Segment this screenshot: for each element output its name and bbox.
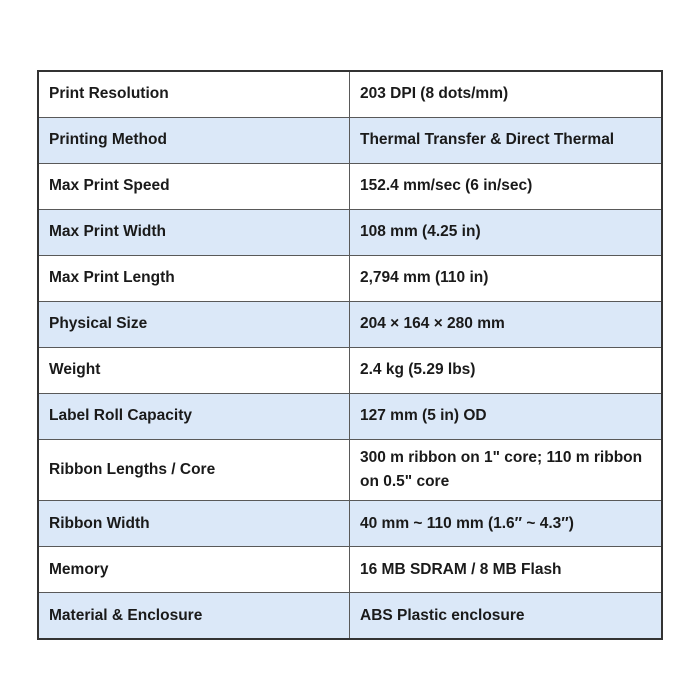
spec-label: Weight (39, 348, 350, 393)
spec-label: Max Print Width (39, 210, 350, 255)
spec-label: Ribbon Width (39, 501, 350, 546)
spec-label: Printing Method (39, 118, 350, 163)
spec-row-max-print-length (39, 255, 661, 301)
spec-row-material-enclosure (39, 592, 661, 638)
spec-label: Memory (39, 547, 350, 592)
spec-row-max-print-speed (39, 163, 661, 209)
spec-label: Material & Enclosure (39, 593, 350, 638)
spec-row-ribbon-lengths-core (39, 439, 661, 500)
spec-row-ribbon-width (39, 500, 661, 546)
spec-value: ABS Plastic enclosure (360, 606, 525, 624)
spec-label: Max Print Speed (39, 164, 350, 209)
spec-label: Physical Size (39, 302, 350, 347)
printer-spec-table (37, 70, 663, 640)
spec-value: 127 mm (5 in) OD (360, 407, 487, 425)
spec-value: 2,794 mm (110 in) (360, 269, 489, 287)
spec-value: 152.4 mm/sec (6 in/sec) (360, 177, 533, 195)
spec-label: Label Roll Capacity (39, 394, 350, 439)
spec-row-memory (39, 546, 661, 592)
spec-value: 300 m ribbon on 1" core; 110 m ribbon on 0.5" core (360, 449, 643, 491)
spec-value: 40 mm ~ 110 mm (1.6″ ~ 4.3″) (360, 514, 574, 532)
spec-row-label-roll-capacity (39, 393, 661, 439)
spec-value: Thermal Transfer & Direct Thermal (360, 131, 615, 149)
spec-row-weight (39, 347, 661, 393)
spec-value: 204 × 164 × 280 mm (360, 315, 505, 333)
spec-row-printing-method (39, 117, 661, 163)
spec-value: 2.4 kg (5.29 lbs) (360, 361, 476, 379)
spec-value: 16 MB SDRAM / 8 MB Flash (360, 560, 562, 578)
spec-label: Max Print Length (39, 256, 350, 301)
spec-row-max-print-width (39, 209, 661, 255)
spec-label: Print Resolution (39, 72, 350, 117)
spec-row-physical-size (39, 301, 661, 347)
spec-value: 108 mm (4.25 in) (360, 223, 481, 241)
spec-row-print-resolution (39, 72, 661, 117)
spec-value: 203 DPI (8 dots/mm) (360, 85, 509, 103)
spec-label: Ribbon Lengths / Core (39, 440, 350, 500)
